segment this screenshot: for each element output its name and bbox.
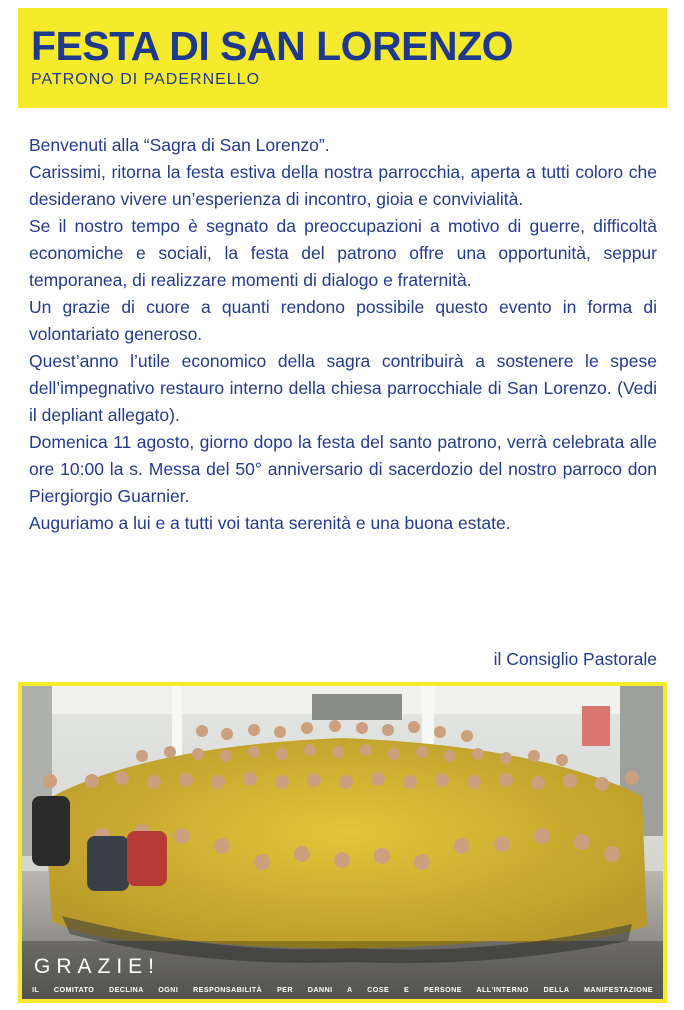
signature: il Consiglio Pastorale [493, 649, 657, 669]
paragraph-wishes: Auguriamo a lui e a tutti voi tanta serenità e una buona estate. [29, 513, 511, 533]
paragraph-invitation: Carissimi, ritorna la festa estiva della nostra parrocchia, aperta a tutti coloro che desiderano vivere un’esperienza di incontro, gioia e convivialità. [29, 162, 657, 209]
disclaimer-text: IL COMITATO DECLINA OGNI RESPONSABILITÀ PER DANNI A COSE E PERSONE ALL’INTERNO DELLA MANIFESTAZIONE [32, 985, 653, 994]
paragraph-restoration: Quest’anno l’utile economico della sagra contribuirà a sostenere le spese dell’impegnativo restauro interno della chiesa parrocchiale di San Lorenzo. (Vedi il depliant allegato). [29, 351, 657, 425]
group-photo-illustration [22, 686, 663, 999]
paragraph-times: Se il nostro tempo è segnato da preoccupazioni a motivo di guerre, difficoltà economiche e sociali, la festa del patrono offre una opportunità, seppur temporanea, di realizzare momenti di dialogo e fraternità. [29, 216, 657, 290]
paragraph-thanks: Un grazie di cuore a quanti rendono possibile questo evento in forma di volontariato generoso. [29, 297, 657, 344]
photo-caption: GRAZIE! [34, 955, 161, 978]
page-subtitle: PATRONO DI PADERNELLO [31, 71, 261, 88]
welcome-letter [29, 132, 657, 537]
group-photo [22, 686, 663, 999]
header-banner [18, 8, 667, 108]
photo-frame [18, 682, 667, 1003]
paragraph-anniversary: Domenica 11 agosto, giorno dopo la festa del santo patrono, verrà celebrata alle ore 10:00 la s. Messa del 50° anniversario di sacerdozio del nostro parroco don Piergiorgio Guarnier. [29, 432, 657, 506]
page-title: FESTA DI SAN LORENZO [31, 23, 513, 69]
paragraph-welcome: Benvenuti alla “Sagra di San Lorenzo”. [29, 135, 330, 155]
